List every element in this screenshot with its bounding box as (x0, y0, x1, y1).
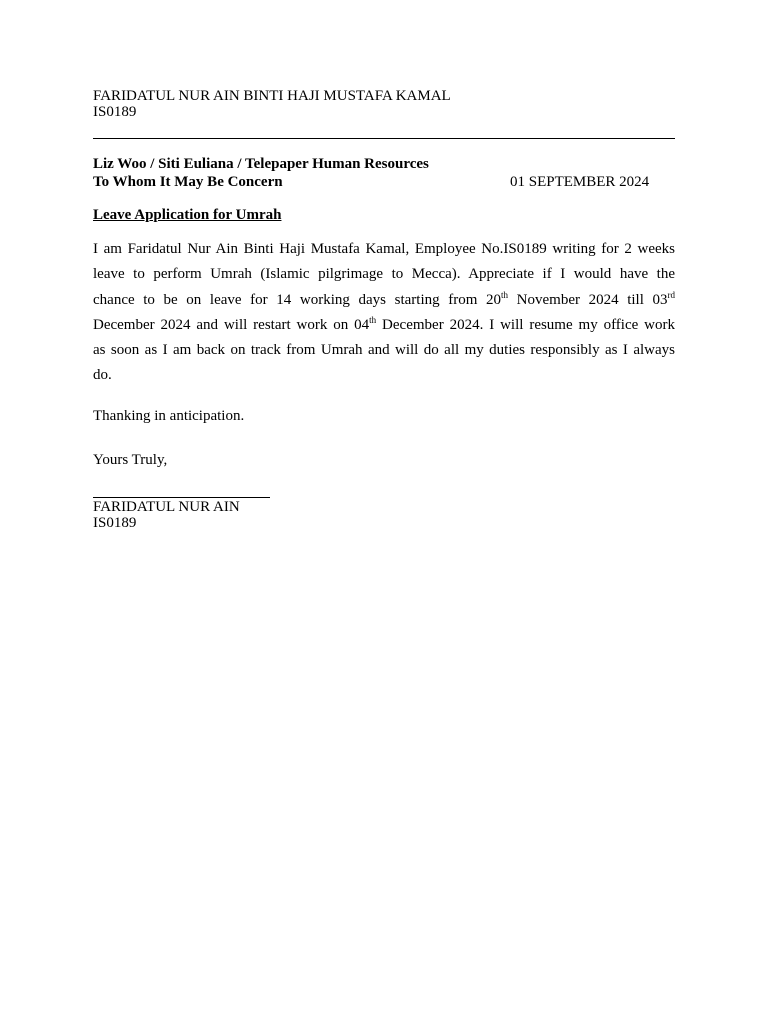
ordinal-suffix: th (501, 289, 509, 300)
body-line-3-part-1: chance to be on leave for 14 working days starting from 20 (93, 291, 502, 308)
body-line-1: I am Faridatul Nur Ain Binti Haji Mustafa Kamal, Employee No.IS0189 writing for 2 weeks (93, 241, 675, 257)
body-line-4 (93, 313, 675, 338)
signature-id: IS0189 (93, 515, 137, 531)
letter-date: 01 SEPTEMBER 2024 (510, 174, 650, 190)
closing-thanks: Thanking in anticipation. (93, 408, 245, 424)
body-line-6: do. (93, 367, 112, 384)
signature-name: FARIDATUL NUR AIN (93, 499, 240, 515)
ordinal-suffix: th (369, 314, 377, 325)
header-divider (93, 138, 675, 139)
signature-line (93, 497, 270, 498)
letter-body (93, 237, 675, 389)
salutation: To Whom It May Be Concern (93, 174, 283, 190)
body-line-5: as soon as I am back on track from Umrah and will do all my duties responsibly as I always (93, 342, 675, 359)
body-line-4-part-1: December 2024 and will restart work on 04 (93, 316, 370, 333)
sender-name: FARIDATUL NUR AIN BINTI HAJI MUSTAFA KAMAL (93, 88, 451, 104)
sender-id: IS0189 (93, 104, 137, 120)
letter-subject: Leave Application for Umrah (93, 207, 282, 223)
closing-valediction: Yours Truly, (93, 452, 168, 468)
body-line-2: leave to perform Umrah (Islamic pilgrimage to Mecca). Appreciate if I would have the (93, 266, 675, 283)
body-line-3-part-2: November 2024 till 03 (508, 291, 668, 308)
body-line-3 (93, 288, 675, 313)
body-line-4-part-2: December 2024. I will resume my office work (376, 316, 675, 333)
ordinal-suffix: rd (667, 289, 675, 300)
recipient-line: Liz Woo / Siti Euliana / Telepaper Human Resources (93, 156, 429, 172)
